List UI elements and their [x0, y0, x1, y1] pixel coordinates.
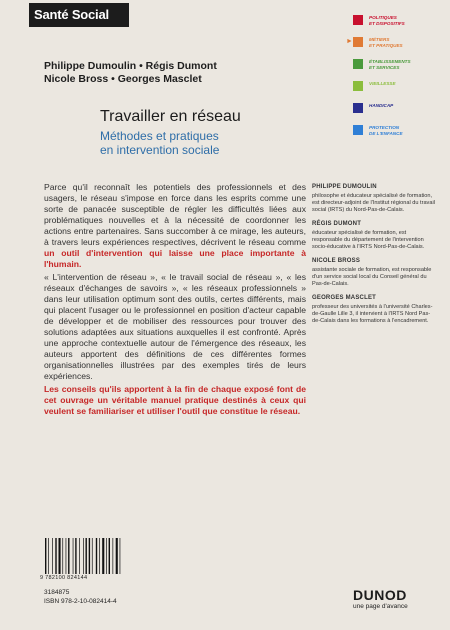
authors-line-1: Philippe Dumoulin • Régis Dumont — [44, 60, 217, 72]
series-brand: Santé Social — [29, 3, 129, 27]
barcode-bar — [62, 538, 63, 574]
barcode-bar — [83, 538, 84, 574]
category-color-swatch — [353, 15, 363, 25]
paragraph-1-text: Parce qu'il reconnaît les potentiels des professionnels et des usagers, le réseau s'impose en force dans les esprits comme une sorte de panacée susceptible de régler les difficultés liées aux problématiques nouvelles et à la nécessité de coordonner les actions entre partenaires. Sans succomber à ce mirage, les auteurs, à travers leurs expériences respectives, décrivent le réseau comme — [44, 182, 306, 247]
barcode-bar — [120, 538, 121, 574]
category-item — [346, 81, 446, 103]
barcode-bar — [116, 538, 118, 574]
bio-name: GEORGES MASCLET — [312, 295, 377, 301]
category-color-swatch — [353, 37, 363, 47]
bio-text: philosophe et éducateur spécialisé de formation, est directeur-adjoint de l'Institut régional du travail social (IRTS) du Nord-Pas-de-Calais. — [312, 193, 435, 213]
barcode-bar — [45, 538, 46, 574]
barcode-bar — [55, 538, 56, 574]
category-item — [346, 125, 446, 147]
publisher-logo: DUNOD — [353, 587, 407, 603]
barcode-digits: 9 782100 824144 — [40, 575, 88, 581]
back-cover-text — [44, 182, 306, 419]
category-label: VIEILLESSE — [369, 81, 396, 86]
closing-paragraph: Les conseils qu'ils apportent à la fin de chaque exposé font de cet ouvrage un véritable manuel pratique destinés à ceux qui veulent se familiariser et utiliser l'outil que constitue le réseau. — [44, 384, 306, 416]
barcode-bar — [59, 538, 61, 574]
category-list — [346, 15, 446, 147]
barcode-bar — [75, 538, 76, 574]
barcode-bar — [92, 538, 93, 574]
barcode-bar — [102, 538, 104, 574]
barcode-bar — [109, 538, 110, 574]
product-code: 3184875 — [44, 589, 70, 596]
bio-masclet — [312, 295, 437, 325]
paragraph-1-highlight: un outil d'intervention qui laisse une place importante à l'humain. — [44, 248, 306, 269]
barcode-bar — [96, 538, 97, 574]
barcode-bar — [79, 538, 80, 574]
barcode-bar — [48, 538, 49, 574]
bio-text: professeur des universités à l'université Charles-de-Gaulle Lille 3, il intervient à l'IRTS Nord Pas-de-Calais dans les formations à l'encadrement. — [312, 304, 433, 324]
category-item — [346, 59, 446, 81]
barcode-bar — [86, 538, 87, 574]
authors-line-2: Nicole Bross • Georges Masclet — [44, 73, 202, 85]
barcode — [43, 538, 125, 578]
category-color-swatch — [353, 125, 363, 135]
category-label: PROTECTION DE L'ENFANCE — [369, 125, 403, 136]
book-title: Travailler en réseau — [100, 108, 241, 125]
barcode-bar — [66, 538, 67, 574]
category-label: HANDICAP — [369, 103, 394, 108]
category-color-swatch — [353, 59, 363, 69]
barcode-bar — [68, 538, 69, 574]
category-item — [346, 103, 446, 125]
barcode-bar — [52, 538, 53, 574]
bio-name: NICOLE BROSS — [312, 258, 361, 264]
publisher-tagline: une page d'avance — [353, 603, 408, 610]
barcode-bar — [73, 538, 74, 574]
category-item — [346, 37, 446, 59]
category-item — [346, 15, 446, 37]
authors — [44, 60, 217, 86]
barcode-bar — [89, 538, 90, 574]
bio-name: PHILIPPE DUMOULIN — [312, 184, 377, 190]
bio-dumont — [312, 221, 437, 251]
book-subtitle: Méthodes et pratiques en intervention sociale — [100, 129, 220, 157]
barcode-bar — [106, 538, 107, 574]
author-bios — [312, 184, 437, 332]
category-label: ÉTABLISSEMENTS ET SERVICES — [369, 59, 411, 70]
bio-bross — [312, 258, 437, 288]
bio-dumoulin — [312, 184, 437, 214]
barcode-bar — [113, 538, 114, 574]
bio-name: RÉGIS DUMONT — [312, 221, 362, 227]
isbn: ISBN 978-2-10-082414-4 — [44, 598, 117, 605]
barcode-bar — [99, 538, 100, 574]
category-color-swatch — [353, 103, 363, 113]
category-label: MÉTIERS ET PRATIQUES — [369, 37, 403, 48]
selected-arrow-icon: ► — [346, 38, 353, 45]
category-label: POLITIQUES ET DISPOSITIFS — [369, 15, 405, 26]
paragraph-1 — [44, 182, 306, 270]
paragraph-2: « L'intervention de réseau », « le travail social de réseau », « les réseaux d'échanges de savoirs », « les réseaux professionnels » dans leur utilisation optimum sont des outils, certes différents, mais qui placent l'usager ou le professionnel en position d'acteur capable de développer et de mobiliser des ressources pour trouver des solutions adaptées aux situations auxquelles il est confronté. Après une approche contextuelle autour de l'émergence des réseaux, les auteurs apportent des définitions de ces différentes formes organisationnelles illustrées par des exemples tirés de leurs expériences. — [44, 272, 306, 381]
category-color-swatch — [353, 81, 363, 91]
bio-text: assistante sociale de formation, est responsable d'un service social local du Conseil général du Pas-de-Calais. — [312, 267, 432, 287]
bio-text: éducateur spécialisé de formation, est responsable du département de l'intervention socio-éducative à l'IRTS Nord-Pas-de-Calais. — [312, 230, 425, 250]
